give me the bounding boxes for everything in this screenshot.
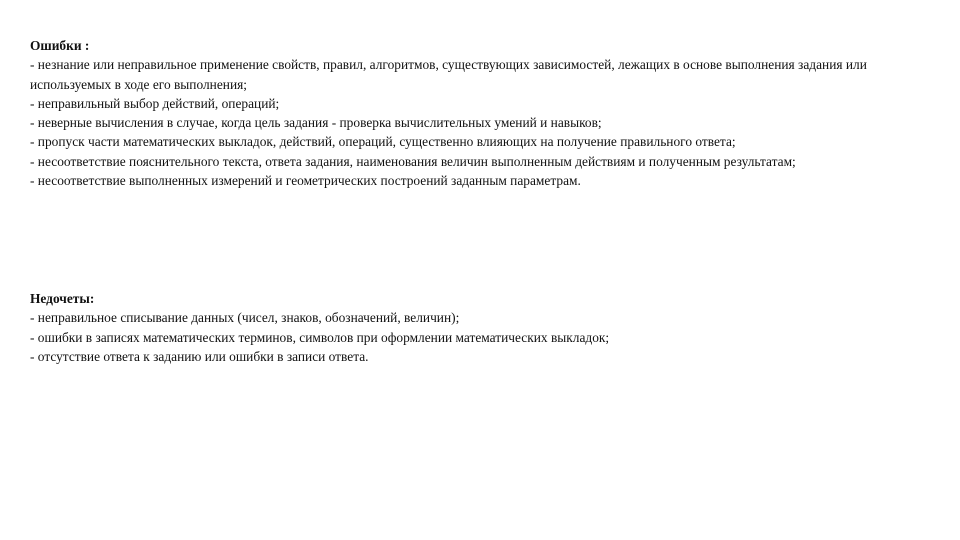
errors-list-item: - неверные вычисления в случае, когда цель задания - проверка вычислительных умений и навыков;	[30, 115, 602, 131]
shortcomings-list-item: - ошибки в записях математических терминов, символов при оформлении математических выкладок;	[30, 329, 610, 345]
errors-section	[30, 36, 942, 190]
errors-list-item: - несоответствие пояснительного текста, ответа задания, наименования величин выполненным действиям и полученным результатам;	[30, 153, 796, 169]
errors-list-item: - несоответствие выполненных измерений и геометрических построений заданным параметрам.	[30, 173, 581, 189]
shortcomings-list-item: - отсутствие ответа к заданию или ошибки в записи ответа.	[30, 348, 369, 364]
shortcomings-list-item: - неправильное списывание данных (чисел, знаков, обозначений, величин);	[30, 310, 460, 326]
shortcomings-title: Недочеты:	[30, 291, 95, 306]
shortcomings-list	[30, 308, 942, 366]
errors-list	[30, 55, 942, 190]
errors-list-item: - незнание или неправильное применение свойств, правил, алгоритмов, существующих зависимостей, лежащих в основе выполнения задания или используемых в ходе его выполнения;	[30, 57, 867, 92]
errors-list-item: - неправильный выбор действий, операций;	[30, 95, 280, 111]
errors-list-item: - пропуск части математических выкладок, действий, операций, существенно влияющих на получение правильного ответа;	[30, 134, 736, 150]
shortcomings-section	[30, 289, 942, 366]
errors-title: Ошибки :	[30, 38, 90, 53]
